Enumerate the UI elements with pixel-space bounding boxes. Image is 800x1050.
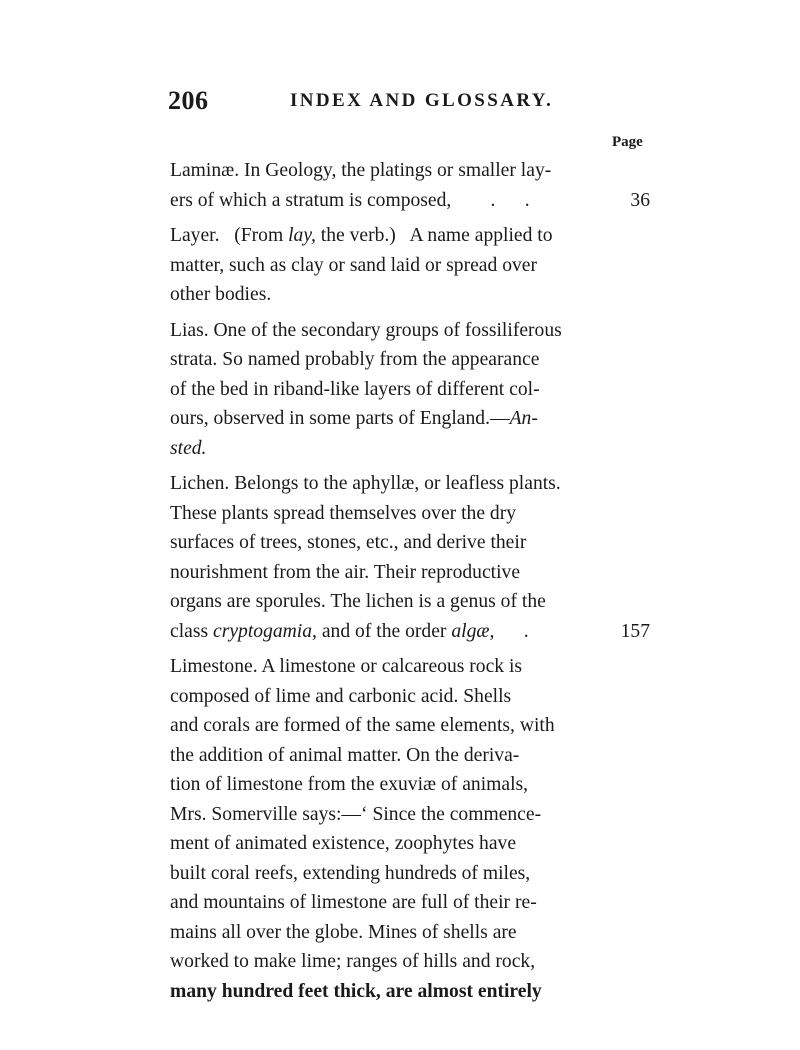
entry-line [170, 221, 650, 251]
page-column-label: Page [612, 134, 643, 150]
entry-line: These plants spread themselves over the dry [170, 502, 517, 524]
entry-line-text: Layer. (From [170, 225, 289, 246]
entry-line: built coral reefs, extending hundreds of miles, [170, 862, 531, 884]
entry-line: Lichen. Belongs to the aphyllæ, or leafless plants. [170, 473, 561, 494]
glossary-entry-lias [170, 316, 650, 464]
entry-line: surfaces of trees, stones, etc., and derive their [170, 532, 527, 553]
page-ref: 157 [620, 620, 650, 642]
running-head: INDEX AND GLOSSARY. [290, 90, 554, 111]
entry-line: nourishment from the air. Their reproductive [170, 561, 521, 583]
entry-line: ment of animated existence, zoophytes have [170, 833, 517, 854]
entry-line-italic: lay, [288, 225, 316, 246]
entry-line: other bodies. [170, 284, 272, 305]
entry-line-text: ers of which a stratum is composed, . . [170, 189, 530, 211]
page-ref: 36 [630, 189, 650, 211]
glossary-entry-layer [170, 221, 650, 310]
entry-line: organs are sporules. The lichen is a genus of the [170, 591, 546, 612]
entry-line: of the bed in riband-like layers of different col- [170, 378, 540, 400]
entry-line-italic: cryptogamia, [213, 620, 317, 642]
entry-line: worked to make lime; ranges of hills and rock, [170, 951, 536, 972]
entry-line [170, 404, 650, 434]
entry-line-text: . [494, 620, 529, 642]
entry-line-text: and of the order [316, 620, 452, 642]
entry-line: strata. So named probably from the appearance [170, 349, 540, 370]
entry-line [170, 617, 650, 647]
entry-line-italic: An- [509, 408, 538, 429]
glossary-entry-limestone [170, 652, 650, 1006]
entry-line: many hundred feet thick, are almost entirely [170, 980, 542, 1002]
entry-line [170, 434, 650, 464]
entry-line: and mountains of limestone are full of their re- [170, 892, 537, 913]
entry-line: mains all over the globe. Mines of shells are [170, 921, 517, 943]
page-number: 206 [168, 86, 209, 115]
entry-line: Lias. One of the secondary groups of fossiliferous [170, 319, 562, 341]
entry-line: tion of limestone from the exuviæ of animals, [170, 774, 529, 795]
entry-line: Limestone. A limestone or calcareous rock is [170, 656, 523, 677]
glossary-entry-laminae [170, 156, 650, 215]
entry-line: and corals are formed of the same elements, with [170, 715, 555, 736]
entry-line-italic: algæ, [451, 620, 495, 642]
entry-line-italic: sted. [170, 437, 207, 459]
glossary-entry-lichen [170, 469, 650, 646]
entry-line: the addition of animal matter. On the deriva- [170, 744, 520, 766]
entry-line: composed of lime and carbonic acid. Shells [170, 685, 512, 707]
entry-line: Laminæ. In Geology, the platings or smaller lay- [170, 160, 552, 181]
glossary-entries [170, 156, 650, 1012]
entry-line: matter, such as clay or sand laid or spread over [170, 254, 538, 276]
entry-line-text: the verb.) A name applied to [315, 225, 553, 246]
entry-line-text: class [170, 620, 213, 642]
entry-line: Mrs. Somerville says:—‘ Since the commence- [170, 803, 542, 825]
entry-line [170, 186, 650, 216]
entry-line-text: ours, observed in some parts of England.— [170, 408, 510, 429]
